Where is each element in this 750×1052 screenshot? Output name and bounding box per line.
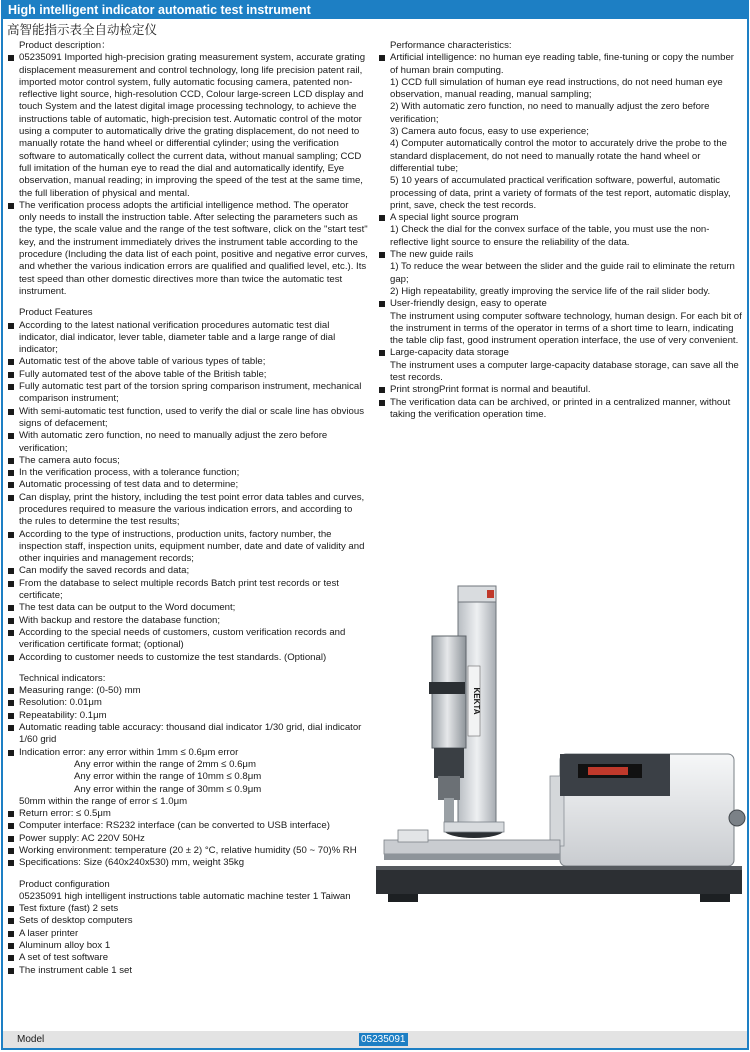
performance-item: The new guide rails [378,249,742,261]
features-heading: Product Features [19,307,93,319]
performance-subline: 1) Check the dial for the convex surface of the table, you must use the non-reflective light source to ensure the reliability of the data. [390,224,710,248]
description-item: The verification process adopts the artificial intelligence method. The operator only needs to install the instruction table. After selecting the parameters such as the type, the scale value and the range of the test software, click on the "start test" key, and the instrument immediately drives the instrument table according to the procedure (Including the data list of each point, positive and negative error curves, and whether the various indication errors are qualified and qualified level, etc.). Its test speed than other domestic directives more than twice the automatic test instrument. [7,200,368,298]
device-brand-label: KEKTA [472,687,481,715]
model-value: 05235091 [361,1034,406,1045]
feature-item: With backup and restore the database function; [7,615,368,627]
indicator-item: Return error: ≤ 0.5μm [7,808,368,820]
configuration-item: A laser printer [7,928,368,940]
indicator-item: Power supply: AC 220V 50Hz [7,833,368,845]
performance-subline: 1) CCD full simulation of human eye read instructions, do not need human eye observation, manual reading, manual sampling; [390,76,723,101]
indicators-heading: Technical indicators: [19,672,106,684]
description-heading: Product description： [19,40,111,51]
configuration-item: The instrument cable 1 set [7,965,368,977]
configuration-item: Aluminum alloy box 1 [7,940,368,952]
description-item: 05235091 Imported high-precision grating measurement system, accurate grating displacement measurement and control technology, long life precision patent rail, imported motor control system, fully automatic focusing camera, patented non-reflective light source, high-resolution CCD, Colour large-screen LCD display and touch System and the latest digital image processing technology, to achieve the instructions table of automatic, high-precision test. Automatic control of the motor using a computer to automatically drive the grating displacement, do not need to manually rotate the hand wheel or differential cylinder; using the verification software to automatically collect the current data, without manual sampling; CCD full imitation of the human eye to read the dial and automatically identify, Eye observation, manual reading; in improving the speed of the test at the same time, the full liberation of physical and mental. [7,52,368,200]
feature-item: Can display, print the history, including the test point error data tables and curves, procedures required to measure the various indication errors, and according to the rules to determine the test results; [7,492,368,529]
indicator-subline: Any error within the range of 2mm ≤ 0.6μm [74,758,256,770]
indicator-item: Computer interface: RS232 interface (can be converted to USB interface) [7,820,368,832]
feature-item: According to the special needs of customers, custom verification records and verification certificate format; (optional) [7,627,368,652]
page-subtitle: 高智能指示表全自动检定仪 [7,23,158,37]
instrument-photo [374,578,748,908]
indicator-item: Specifications: Size (640x240x530) mm, weight 35kg [7,857,368,869]
feature-item: With semi-automatic test function, used to verify the dial or scale line has obvious signs of defacement; [7,406,368,431]
performance-subline: 2) With automatic zero function, no need to manually adjust the zero before verification; [390,101,710,125]
feature-item: From the database to select multiple records Batch print test records or test certificate; [7,578,368,603]
right-column [378,40,742,421]
performance-subline: 3) Camera auto focus, easy to use experience; [390,126,589,138]
performance-heading: Performance characteristics: [390,40,512,51]
indicator-item: Working environment: temperature (20 ± 2) °C, relative humidity (50 ~ 70)% RH [7,845,368,857]
performance-item: User-friendly design, easy to operate [378,298,742,310]
performance-item: Artificial intelligence: no human eye reading table, fine-tuning or copy the number of human brain computing. [378,52,742,77]
feature-item: Fully automatic test part of the torsion spring comparison instrument, mechanical comparison instrument; [7,381,368,406]
feature-item: With automatic zero function, no need to manually adjust the zero before verification; [7,430,368,455]
indicator-item: Indication error: any error within 1mm ≤ 0.6μm error [7,747,368,759]
configuration-item: Test fixture (fast) 2 sets [7,903,368,915]
configuration-heading: Product configuration [19,878,110,890]
feature-item: The camera auto focus; [7,455,368,467]
performance-item: The verification data can be archived, or printed in a centralized manner, without taking the verification operation time. [378,397,742,422]
model-label: Model [17,1034,45,1045]
feature-item: Can modify the saved records and data; [7,565,368,577]
page-title: High intelligent indicator automatic test instrument [3,2,747,19]
performance-item: Large-capacity data storage [378,347,742,359]
indicator-item: Automatic reading table accuracy: thousand dial indicator 1/30 grid, dial indicator 1/60 grid [7,722,368,747]
indicator-subline: Any error within the range of 30mm ≤ 0.9μm [74,783,262,795]
performance-subline: 4) Computer automatically control the motor to accurately drive the probe to the standard displacement, do not need to manually rotate the hand wheel or differential tube; [390,138,728,174]
performance-item: Print strongPrint format is normal and beautiful. [378,384,742,396]
configuration-item: A set of test software [7,952,368,964]
performance-subline: The instrument uses a computer large-capacity database storage, can save all the test records. [390,359,739,384]
configuration-item: Sets of desktop computers [7,915,368,927]
feature-item: In the verification process, with a tolerance function; [7,467,368,479]
performance-item: A special light source program [378,212,742,224]
feature-item: Fully automated test of the above table of the British table; [7,369,368,381]
feature-item: Automatic test of the above table of various types of table; [7,356,368,368]
indicator-line: 50mm within the range of error ≤ 1.0μm [19,795,188,807]
feature-item: According to the type of instructions, production units, factory number, the inspection staff, inspection units, equipment number, date and date of validity and other inquiries and management records; [7,529,368,566]
performance-subline: 2) High repeatability, greatly improving the service life of the rail slider body. [390,285,711,297]
left-column [7,40,368,977]
feature-item: According to the latest national verification procedures automatic test dial indicator, dial indicator, lever table, diameter table and a large range of dial indicator; [7,320,368,357]
indicator-item: Resolution: 0.01μm [7,697,368,709]
performance-subline: The instrument using computer software technology, human design. For each bit of the instrument in terms of the operator in terms of a short time to learn, indicating the table clip fast, good instrument operation interface, the use of very convenient. [390,310,742,347]
model-footer [3,1031,747,1048]
performance-subline: 5) 10 years of accumulated practical verification software, powerful, automatic processing of data, print a variety of formats of the test report, automatic display, print, save, check the test records. [390,175,731,211]
indicator-item: Measuring range: (0-50) mm [7,685,368,697]
configuration-line: 05235091 high intelligent instructions table automatic machine tester 1 Taiwan [19,890,351,902]
instrument-base [376,868,742,894]
indicator-subline: Any error within the range of 10mm ≤ 0.8μm [74,771,262,783]
feature-item: The test data can be output to the Word document; [7,602,368,614]
indicator-item: Repeatability: 0.1μm [7,710,368,722]
feature-item: Automatic processing of test data and to determine; [7,479,368,491]
feature-item: According to customer needs to customize the test standards. (Optional) [7,652,368,664]
performance-subline: 1) To reduce the wear between the slider and the guide rail to eliminate the return gap; [390,261,735,285]
